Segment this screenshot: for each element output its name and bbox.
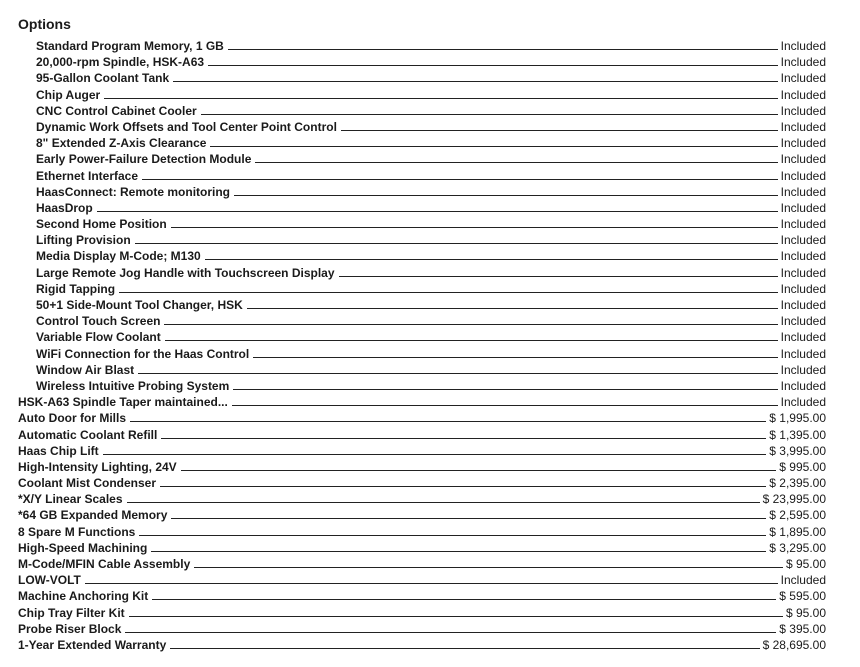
option-label: Rigid Tapping [36,281,116,296]
option-row [0,169,860,185]
option-label: Ethernet Interface [36,168,139,183]
option-row [0,508,860,524]
option-row [0,573,860,589]
option-label: Second Home Position [36,217,167,232]
option-label: Early Power-Failure Detection Module [36,152,252,167]
option-label: Large Remote Jog Handle with Touchscreen Display [36,265,335,280]
option-price: $ 995.00 [779,459,826,474]
leader-line [208,65,778,66]
section-title: Options [18,16,71,32]
option-label: CNC Control Cabinet Cooler [36,103,197,118]
option-price: Included [780,136,826,151]
leader-line [341,130,778,131]
option-price: Included [780,265,826,280]
leader-line [130,421,766,422]
option-price: $ 595.00 [779,589,826,604]
option-price: $ 395.00 [779,621,826,636]
option-label: 50+1 Side-Mount Tool Changer, HSK [36,298,243,312]
option-row [0,330,860,346]
option-label: Standard Program Memory, 1 GB [36,39,224,53]
option-label: Machine Anchoring Kit [18,589,149,604]
leader-line [181,470,777,471]
option-price: Included [780,233,826,248]
leader-line [160,486,766,487]
option-label: Dynamic Work Offsets and Tool Center Point Control [36,119,337,134]
option-label: 20,000-rpm Spindle, HSK-A63 [36,55,205,70]
option-price: $ 3,995.00 [769,443,826,458]
option-label: Haas Chip Lift [18,443,99,458]
leader-line [171,227,778,228]
option-label: HSK-A63 Spindle Taper maintained... [18,395,228,410]
option-label: Probe Riser Block [18,621,122,636]
leader-line [247,308,778,309]
option-price: Included [780,346,826,361]
option-label: 8" Extended Z-Axis Clearance [36,136,207,151]
option-label: HaasConnect: Remote monitoring [36,184,231,199]
option-price: Included [780,39,826,53]
option-price: Included [780,249,826,264]
option-price: Included [780,314,826,329]
leader-line [161,438,766,439]
option-row [0,233,860,249]
option-row [0,606,860,622]
option-row [0,314,860,330]
leader-line [139,535,766,536]
option-row [0,589,860,605]
leader-line [233,389,777,390]
option-row [0,104,860,120]
option-row [0,282,860,298]
option-label: High-Speed Machining [18,540,148,555]
leader-line [210,146,777,147]
leader-line [165,340,778,341]
option-price: Included [780,362,826,377]
option-row [0,395,860,411]
option-label: Chip Tray Filter Kit [18,605,125,620]
option-label: Lifting Provision [36,233,131,248]
option-row [0,541,860,557]
option-label: WiFi Connection for the Haas Control [36,346,250,361]
leader-line [234,195,778,196]
option-row [0,492,860,508]
option-row [0,217,860,233]
option-price: $ 3,295.00 [769,540,826,555]
option-row [0,39,860,55]
option-price: $ 95.00 [785,605,826,620]
leader-line [171,518,766,519]
option-price: Included [780,152,826,167]
option-row [0,460,860,476]
option-price: Included [780,71,826,86]
options-list [0,39,860,654]
option-label: Variable Flow Coolant [36,330,161,345]
leader-line [103,454,767,455]
option-row [0,557,860,573]
option-price: Included [780,87,826,102]
option-row [0,136,860,152]
option-price: Included [780,119,826,134]
leader-line [201,114,778,115]
leader-line [104,98,777,99]
option-row [0,411,860,427]
leader-line [127,502,760,503]
leader-line [119,292,778,293]
leader-line [170,648,759,649]
leader-line [205,259,778,260]
option-label: High-Intensity Lighting, 24V [18,459,177,474]
option-label: Chip Auger [36,87,101,102]
option-row [0,347,860,363]
option-row [0,363,860,379]
leader-line [85,583,778,584]
option-price: Included [780,330,826,345]
option-row [0,152,860,168]
option-price: Included [780,55,826,70]
leader-line [228,49,778,50]
option-price: Included [780,573,826,588]
option-row [0,120,860,136]
option-label: 1-Year Extended Warranty [18,637,167,652]
option-row [0,249,860,265]
option-row [0,201,860,217]
option-row [0,185,860,201]
option-label: LOW-VOLT [18,573,81,588]
option-label: Window Air Blast [36,362,135,377]
option-label: Control Touch Screen [36,314,161,329]
option-row [0,638,860,654]
leader-line [164,324,777,325]
option-price: Included [780,103,826,118]
option-price: Included [780,168,826,183]
option-price: Included [780,217,826,232]
leader-line [138,373,778,374]
option-price: $ 95.00 [785,557,826,571]
option-price: $ 2,395.00 [769,476,826,491]
option-price: $ 23,995.00 [762,492,826,507]
option-row [0,622,860,638]
option-row [0,88,860,104]
leader-line [142,179,778,180]
option-row [0,55,860,71]
option-label: Automatic Coolant Refill [18,427,158,442]
option-label: Media Display M-Code; M130 [36,249,201,264]
leader-line [152,599,776,600]
leader-line [194,567,783,568]
option-price: $ 2,595.00 [769,508,826,523]
leader-line [97,211,778,212]
option-label: 95-Gallon Coolant Tank [36,71,170,86]
option-label: HaasDrop [36,200,93,215]
option-label: *X/Y Linear Scales [18,492,123,507]
option-price: Included [780,184,826,199]
option-row [0,525,860,541]
option-row [0,444,860,460]
leader-line [339,276,778,277]
option-row [0,379,860,395]
option-price: $ 28,695.00 [762,637,826,652]
option-price: Included [780,281,826,296]
option-row [0,476,860,492]
option-label: 8 Spare M Functions [18,524,136,539]
leader-line [173,81,778,82]
leader-line [255,162,777,163]
option-label: Auto Door for Mills [18,411,126,426]
option-price: $ 1,995.00 [769,411,826,426]
leader-line [129,616,783,617]
option-price: Included [780,378,826,393]
leader-line [125,632,776,633]
option-label: Wireless Intuitive Probing System [36,378,230,393]
option-row [0,428,860,444]
option-row [0,266,860,282]
option-price: $ 1,895.00 [769,524,826,539]
option-row [0,298,860,314]
leader-line [151,551,766,552]
option-label: *64 GB Expanded Memory [18,508,168,523]
option-label: M-Code/MFIN Cable Assembly [18,557,191,571]
leader-line [232,405,778,406]
option-price: Included [780,200,826,215]
leader-line [253,357,777,358]
option-price: $ 1,395.00 [769,427,826,442]
option-row [0,71,860,87]
option-label: Coolant Mist Condenser [18,476,157,491]
option-price: Included [780,298,826,312]
leader-line [135,243,778,244]
option-price: Included [780,395,826,410]
